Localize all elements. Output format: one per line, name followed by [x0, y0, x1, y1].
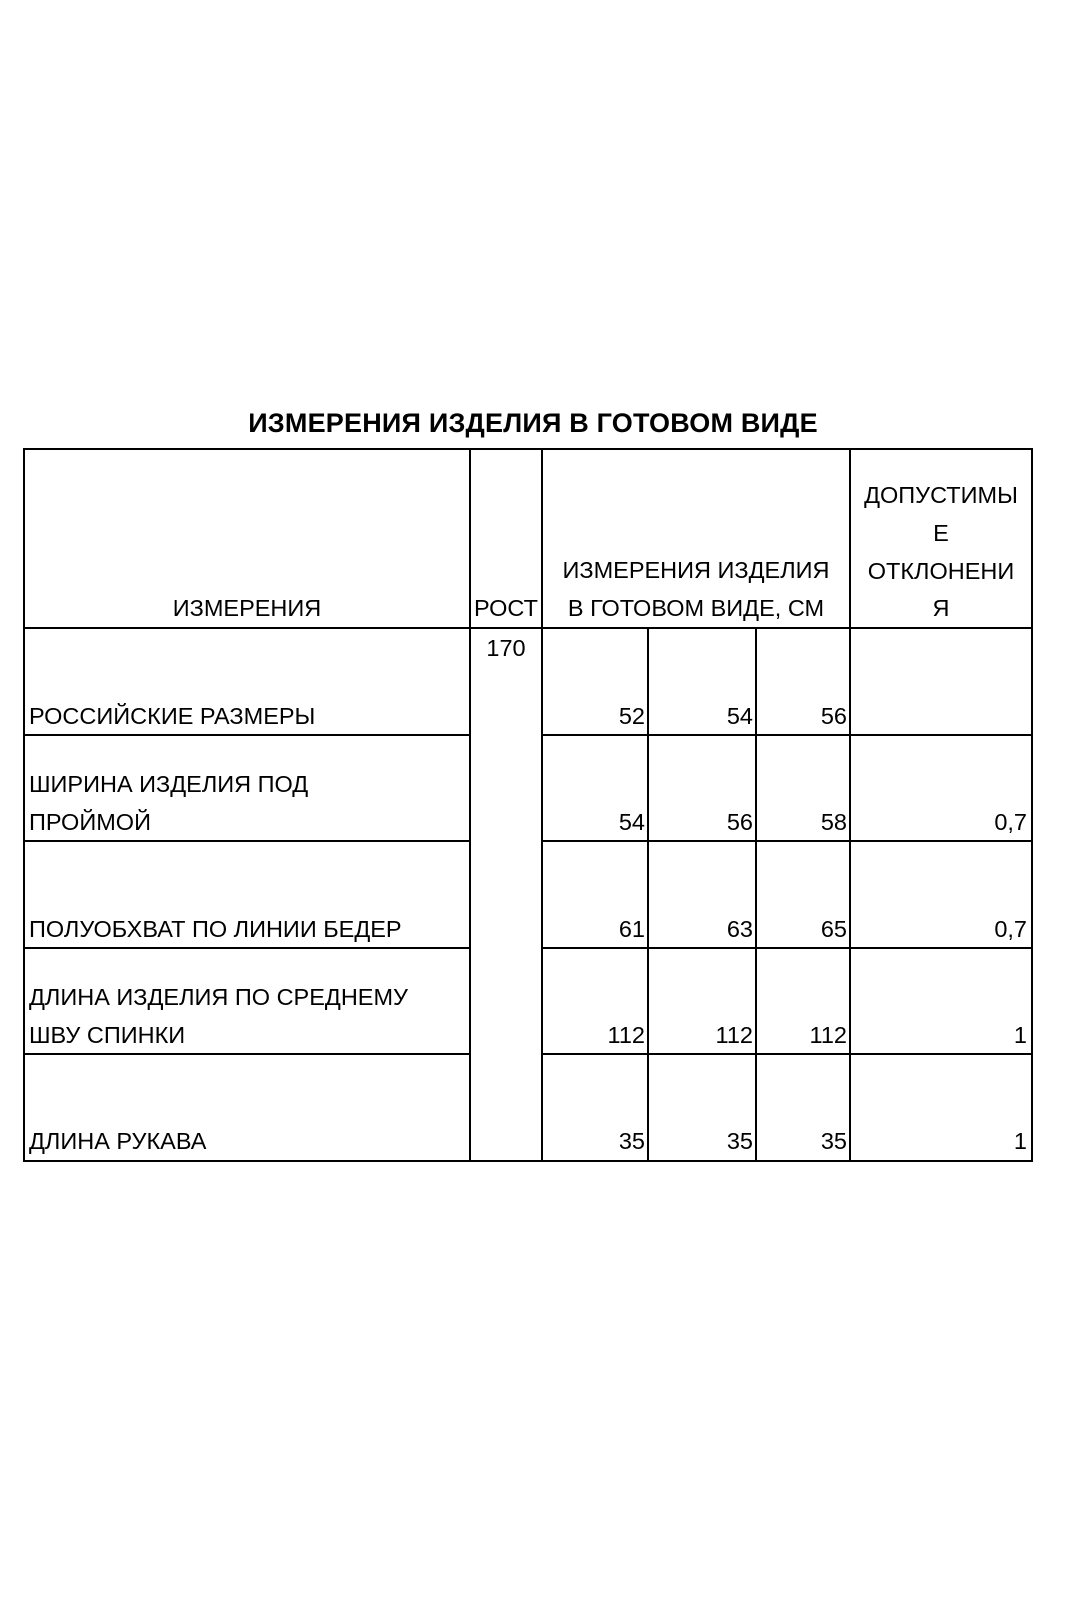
page-title: ИЗМЕРЕНИЯ ИЗДЕЛИЯ В ГОТОВОМ ВИДЕ — [248, 408, 818, 438]
row-value: 35 — [726, 1128, 753, 1154]
row-value: 56 — [820, 703, 847, 729]
row-label-line2: ШВУ СПИНКИ — [29, 1022, 186, 1048]
row-tolerance: 1 — [1013, 1128, 1027, 1154]
row-value: 35 — [618, 1128, 645, 1154]
row-tolerance: 0,7 — [994, 809, 1027, 835]
row-label-line1: ДЛИНА ИЗДЕЛИЯ ПО СРЕДНЕМУ — [29, 984, 408, 1010]
header-measurements: ИЗМЕРЕНИЯ — [172, 595, 322, 621]
row-value: 112 — [809, 1022, 847, 1048]
row-label-line1: ШИРИНА ИЗДЕЛИЯ ПОД — [29, 771, 309, 797]
measurements-table — [23, 448, 1033, 1162]
row-label-line2: ДЛИНА РУКАВА — [29, 1128, 207, 1154]
header-dimensions-line2: В ГОТОВОМ ВИДЕ, СМ — [567, 595, 825, 621]
column-divider — [469, 448, 471, 1162]
row-label-line2: РОССИЙСКИЕ РАЗМЕРЫ — [29, 703, 316, 729]
row-tolerance: 1 — [1013, 1022, 1027, 1048]
row-value: 61 — [618, 916, 645, 942]
header-dimensions-line1: ИЗМЕРЕНИЯ ИЗДЕЛИЯ — [562, 557, 830, 583]
table-border-right — [1031, 448, 1033, 1162]
row-value: 112 — [607, 1022, 645, 1048]
table-border-top — [23, 448, 1033, 450]
height-value: 170 — [486, 635, 526, 661]
row-value: 54 — [726, 703, 753, 729]
row-label-line2: ПРОЙМОЙ — [29, 809, 151, 835]
row-value: 56 — [726, 809, 753, 835]
row-value: 54 — [618, 809, 645, 835]
row-tolerance: 0,7 — [994, 916, 1027, 942]
table-border-bottom — [23, 1160, 1033, 1162]
header-height: РОСТ — [474, 595, 538, 621]
row-value: 63 — [726, 916, 753, 942]
header-tolerance-line4: Я — [932, 595, 950, 621]
header-tolerance-line3: ОТКЛОНЕНИ — [867, 558, 1015, 584]
row-value: 65 — [820, 916, 847, 942]
row-value: 58 — [820, 809, 847, 835]
header-tolerance-line1: ДОПУСТИМЫ — [864, 482, 1018, 508]
row-value: 112 — [715, 1022, 753, 1048]
row-value: 52 — [618, 703, 645, 729]
table-border-left — [23, 448, 25, 1162]
row-value: 35 — [820, 1128, 847, 1154]
row-label-line2: ПОЛУОБХВАТ ПО ЛИНИИ БЕДЕР — [29, 916, 402, 942]
header-tolerance-line2: Е — [933, 520, 949, 546]
